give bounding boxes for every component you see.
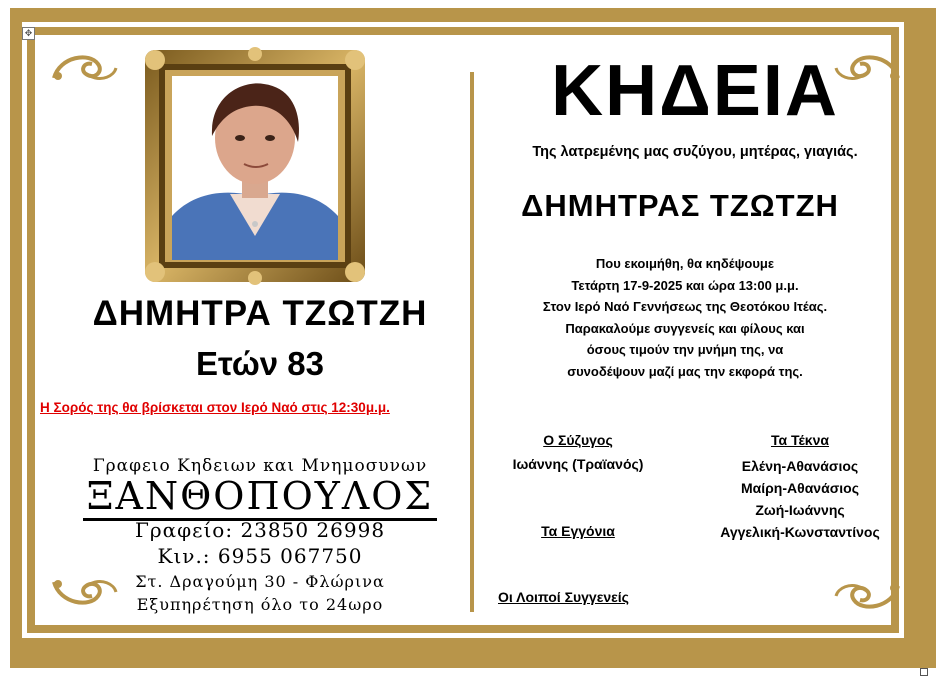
child-name: Αγγελική-Κωνσταντίνος [720, 524, 880, 540]
funeral-home-brand: ΞΑΝΘΟΠΟΥΛΟΣ [40, 474, 480, 518]
child-name: Ελένη-Αθανάσιος [741, 458, 859, 474]
spouse-title: Ο Σύζυγος [543, 432, 613, 448]
ornament-swirl-icon [832, 580, 902, 614]
relatives-title: Οι Λοιποί Συγγενείς [498, 589, 629, 605]
mobile-phone: Κιν.: 6955 067750 [157, 544, 363, 568]
detail-line: όσους τιμούν την μνήμη της, να [586, 342, 784, 357]
spouse-name: Ιωάννης (Τραϊανός) [512, 456, 644, 472]
funeral-name: ΔΗΜΗΤΡΑΣ ΤΖΩΤΖΗ [521, 188, 839, 223]
child-name: Μαίρη-Αθανάσιος [740, 480, 859, 496]
portrait-photo [172, 76, 338, 260]
children-list [700, 455, 900, 543]
detail-line: συνοδέψουν μαζί μας την εκφορά της. [567, 363, 803, 379]
address: Στ. Δραγούμη 30 - Φλώρινα [135, 572, 385, 591]
children-title: Τα Τέκνα [770, 432, 830, 448]
funeral-details [480, 253, 890, 382]
deceased-age: Ετών 83 [196, 345, 324, 382]
service-hours: Εξυπηρέτηση όλο το 24ωρο [136, 595, 384, 614]
detail-line: Που εκοιμήθη, θα κηδέψουμε [595, 256, 775, 271]
funeral-heading: ΚΗΔΕΙΑ [551, 51, 839, 131]
ornament-swirl-icon [50, 50, 120, 84]
resize-handle[interactable] [920, 668, 928, 676]
grandchildren-title: Τα Εγγόνια [541, 523, 615, 539]
viewing-notice: Η Σορός της θα βρίσκεται στον Ιερό Ναό στις 12:30μ.μ. [40, 400, 390, 415]
deceased-name: ΔΗΜΗΤΡΑ ΤΖΩΤΖΗ [92, 294, 428, 333]
office-phone: Γραφείο: 23850 26998 [134, 518, 386, 542]
detail-line: Στον Ιερό Ναό Γεννήσεως της Θεοτόκου Ιτέας. [542, 299, 828, 314]
detail-line: Τετάρτη 17-9-2025 και ώρα 13:00 μ.μ. [571, 277, 799, 293]
funeral-home-label: Γραφειο Κηδειων και Μνημοσυνων [92, 456, 428, 476]
detail-line: Παρακαλούμε συγγενείς και φίλους και [565, 320, 805, 336]
move-anchor-icon[interactable]: ✥ [22, 27, 35, 40]
child-name: Ζωή-Ιωάννης [755, 502, 845, 518]
funeral-subheading: Της λατρεμένης μας συζύγου, μητέρας, γιαγιάς. [532, 144, 858, 160]
